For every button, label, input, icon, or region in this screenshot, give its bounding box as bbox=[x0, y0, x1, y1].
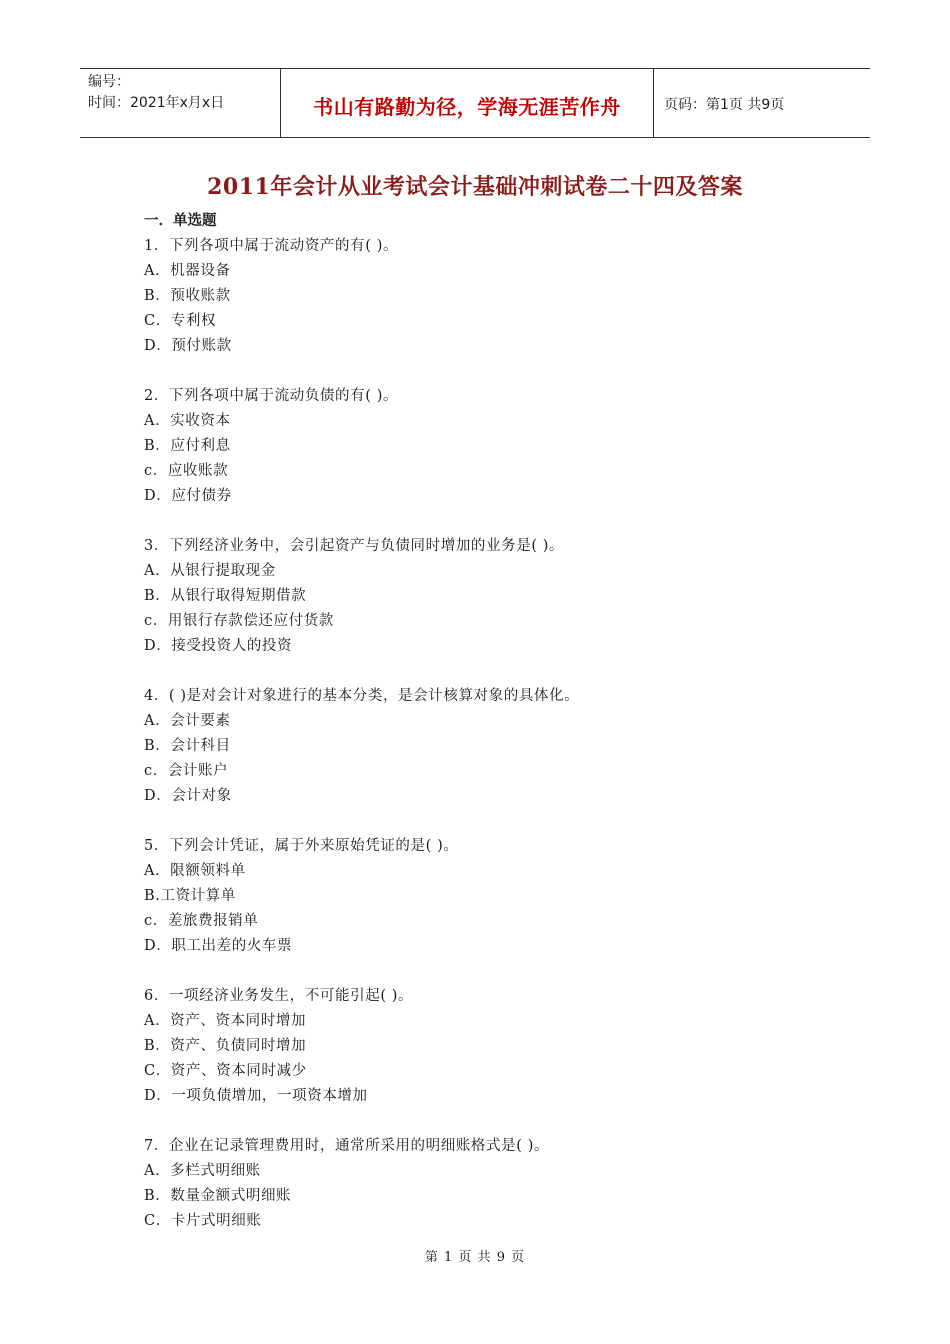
question-stem: 6．一项经济业务发生，不可能引起( )。 bbox=[144, 988, 414, 1004]
header-meta-cell bbox=[80, 69, 281, 137]
question-item bbox=[144, 234, 844, 359]
answer-option: D．职工出差的火车票 bbox=[144, 938, 293, 954]
question-item bbox=[144, 834, 844, 959]
question-stem: 1．下列各项中属于流动资产的有( )。 bbox=[144, 238, 399, 254]
question-stem: 5．下列会计凭证，属于外来原始凭证的是( )。 bbox=[144, 838, 459, 854]
document-header bbox=[80, 68, 870, 138]
time-label: 时间：2021年x月x日 bbox=[88, 95, 225, 111]
question-item bbox=[144, 684, 844, 809]
answer-option: B．预收账款 bbox=[144, 288, 231, 304]
motto-text: 书山有路勤为径，学海无涯苦作舟 bbox=[313, 94, 621, 119]
answer-option: D．一项负债增加，一项资本增加 bbox=[144, 1088, 368, 1104]
answer-option: A．实收资本 bbox=[144, 413, 231, 429]
section-heading: 一．单选题 bbox=[144, 212, 217, 229]
question-stem: 2．下列各项中属于流动负债的有( )。 bbox=[144, 388, 399, 404]
question-list bbox=[144, 234, 844, 1234]
answer-option: B．数量金额式明细账 bbox=[144, 1188, 292, 1204]
answer-option: B.工资计算单 bbox=[144, 888, 236, 904]
answer-option: A．会计要素 bbox=[144, 713, 231, 729]
document-body bbox=[144, 208, 844, 1259]
answer-option: D．应付债券 bbox=[144, 488, 232, 504]
document-title: 2011年会计从业考试会计基础冲刺试卷二十四及答案 bbox=[207, 174, 743, 200]
answer-option: B．应付利息 bbox=[144, 438, 231, 454]
answer-option: A．多栏式明细账 bbox=[144, 1163, 261, 1179]
answer-option: c．应收账款 bbox=[144, 463, 229, 479]
answer-option: B．会计科目 bbox=[144, 738, 231, 754]
answer-option: D．预付账款 bbox=[144, 338, 232, 354]
answer-option: A．限额领料单 bbox=[144, 863, 246, 879]
question-item bbox=[144, 1134, 844, 1234]
question-item bbox=[144, 534, 844, 659]
page-info: 页码：第1页 共9页 bbox=[664, 97, 785, 113]
answer-option: A．机器设备 bbox=[144, 263, 231, 279]
answer-option: c．用银行存款偿还应付货款 bbox=[144, 613, 334, 629]
answer-option: c．差旅费报销单 bbox=[144, 913, 259, 929]
answer-option: B．资产、负债同时增加 bbox=[144, 1038, 307, 1054]
answer-option: A．从银行提取现金 bbox=[144, 563, 276, 579]
page-footer: 第 1 页 共 9 页 bbox=[424, 1250, 526, 1265]
answer-option: D．接受投资人的投资 bbox=[144, 638, 293, 654]
answer-option: C．专利权 bbox=[144, 313, 217, 329]
question-stem: 4．( )是对会计对象进行的基本分类，是会计核算对象的具体化。 bbox=[144, 688, 580, 704]
answer-option: D．会计对象 bbox=[144, 788, 232, 804]
header-page-cell bbox=[654, 69, 870, 137]
answer-option: c．会计账户 bbox=[144, 763, 229, 779]
answer-option: B．从银行取得短期借款 bbox=[144, 588, 307, 604]
number-label: 编号： bbox=[88, 74, 130, 90]
answer-option: C．卡片式明细账 bbox=[144, 1213, 262, 1229]
answer-option: A．资产、资本同时增加 bbox=[144, 1013, 307, 1029]
question-item bbox=[144, 384, 844, 509]
answer-option: C．资产、资本同时减少 bbox=[144, 1063, 307, 1079]
question-stem: 7．企业在记录管理费用时，通常所采用的明细账格式是( )。 bbox=[144, 1138, 550, 1154]
question-stem: 3．下列经济业务中，会引起资产与负债同时增加的业务是( )。 bbox=[144, 538, 565, 554]
question-item bbox=[144, 984, 844, 1109]
header-motto-cell bbox=[281, 69, 654, 137]
